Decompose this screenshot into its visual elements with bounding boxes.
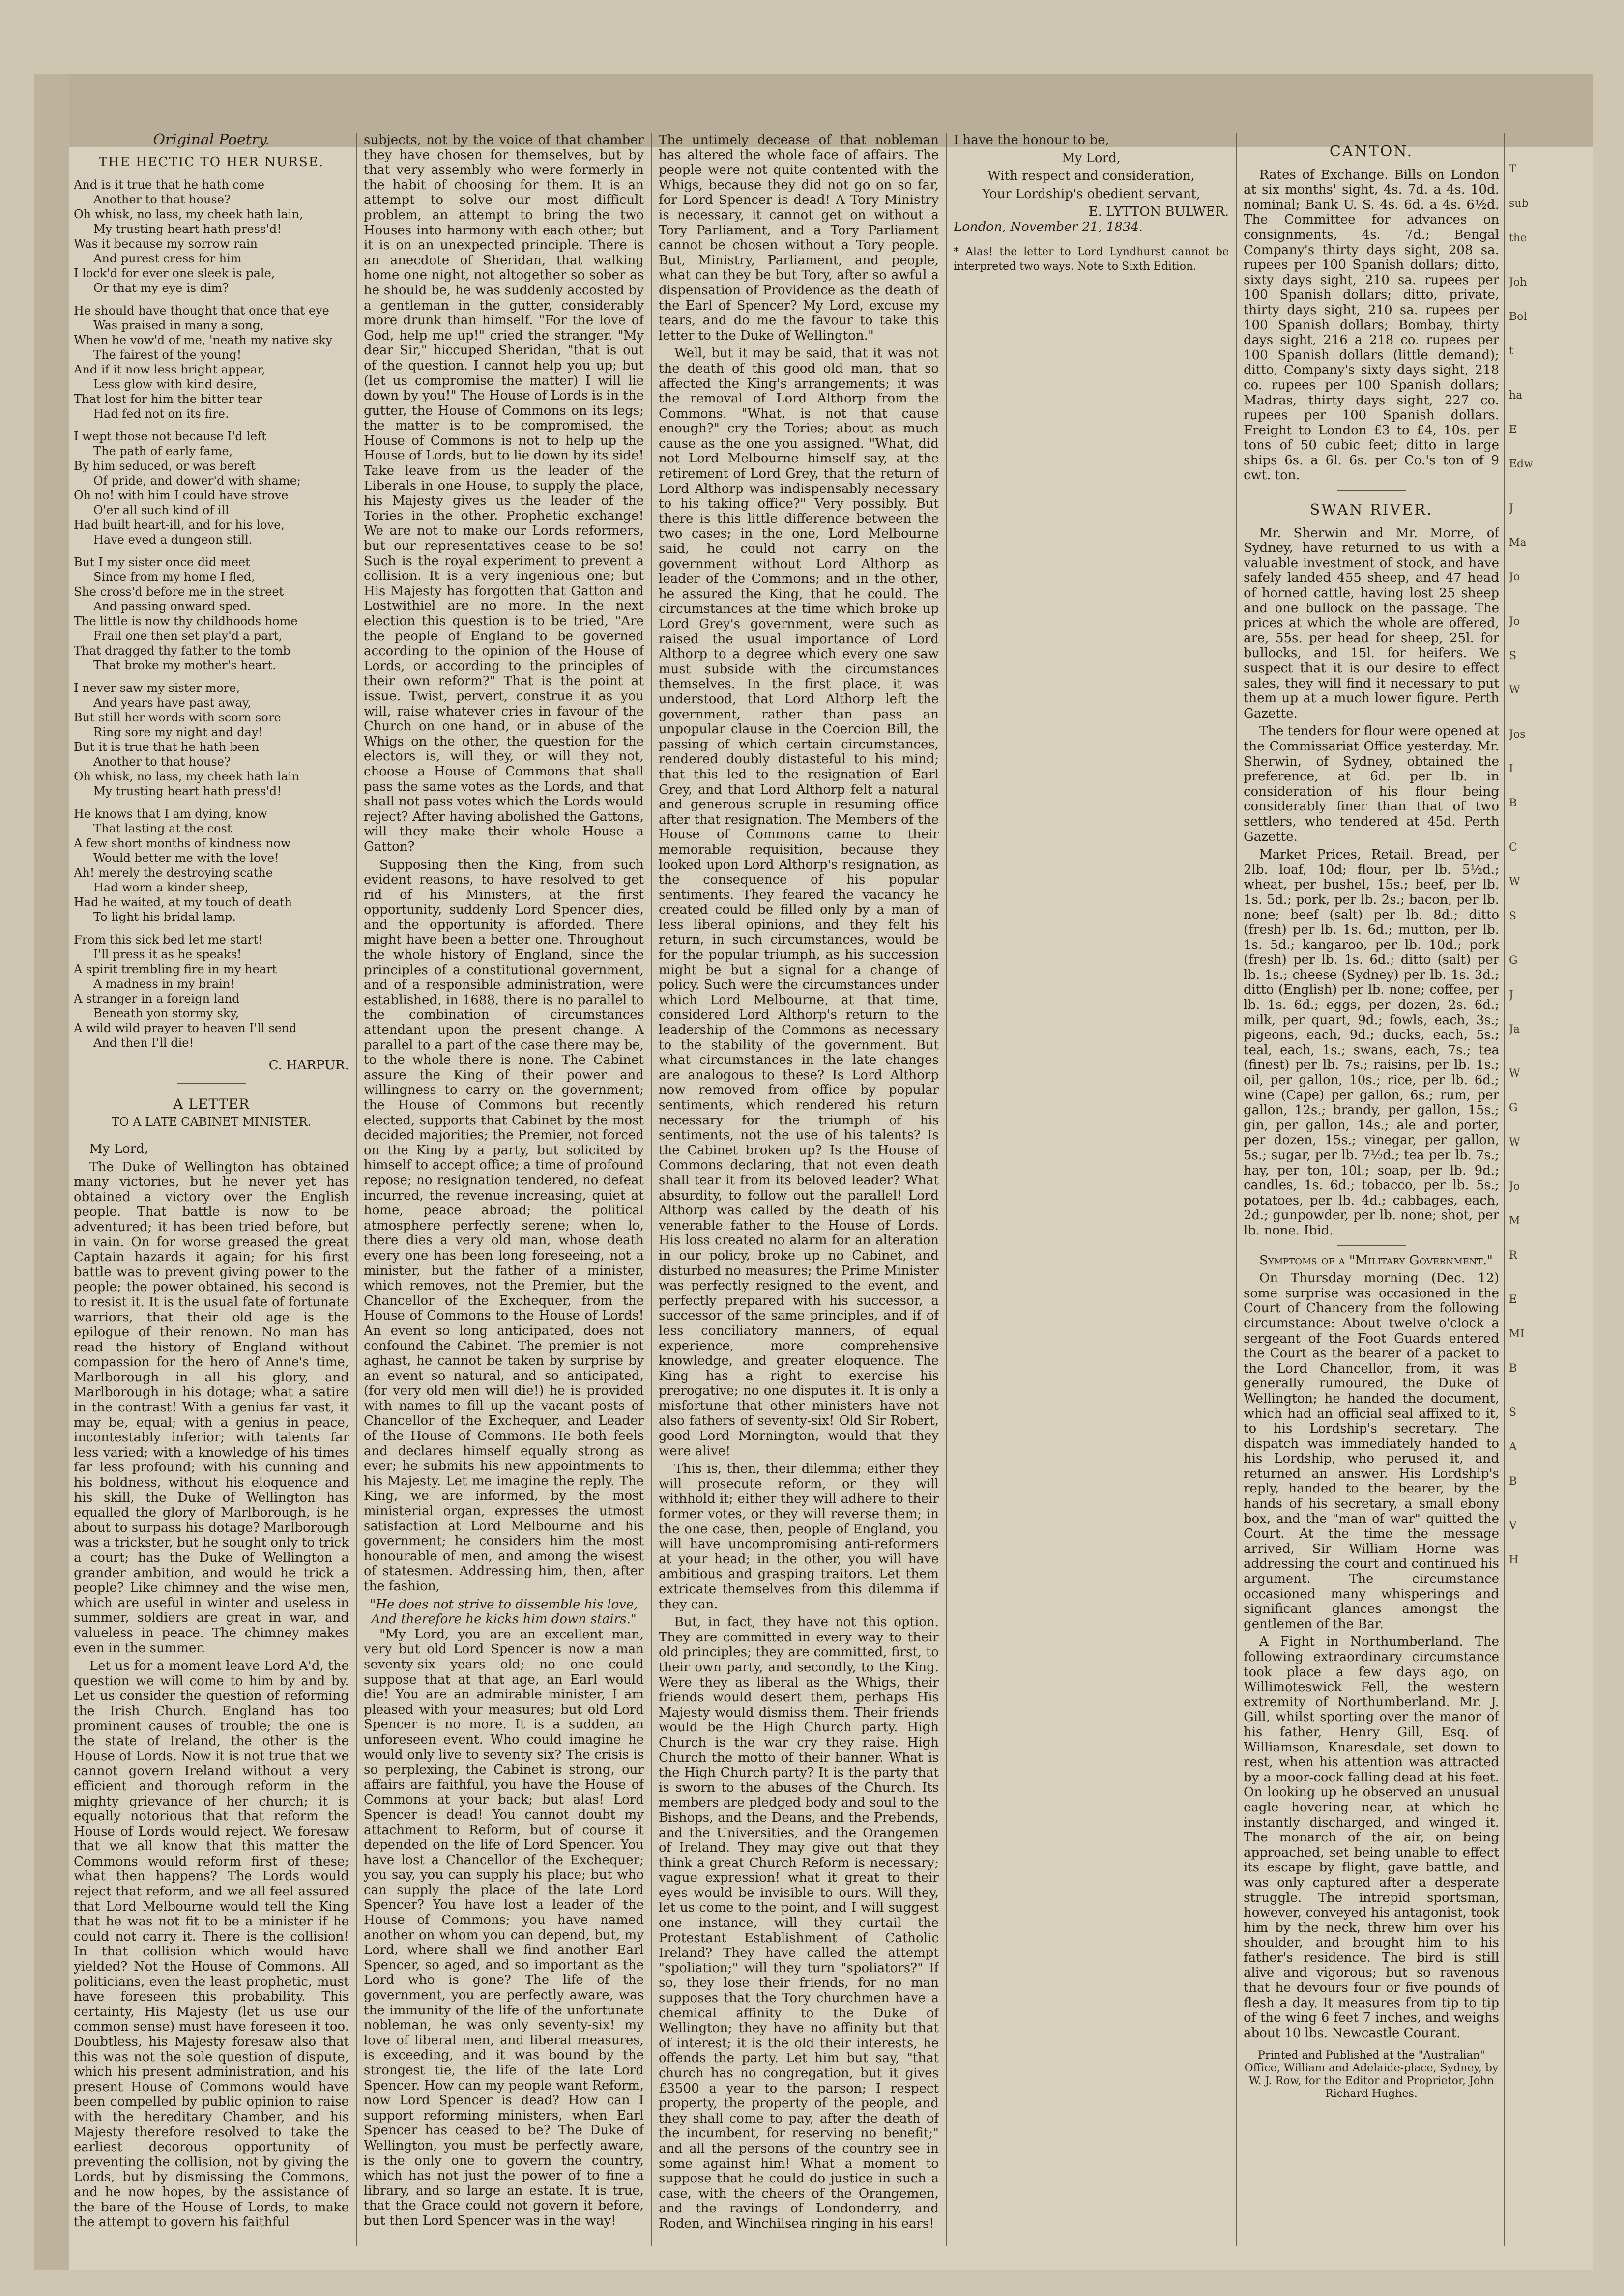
poem-stanza	[74, 681, 349, 799]
poem-line: The path of early fame,	[93, 444, 233, 459]
edge-fragment: G	[1509, 954, 1518, 967]
poetry-section-title: Original Poetry.	[153, 133, 270, 148]
paragraph: On Thursday morning (Dec. 12) some surprise was occasioned in the Court of Chancery from the following circumstance: About twelve o'clock a sergeant of the Foot Guards entered the Court as the bearer of a packet to the Lord Chancellor, from, it was generally rumoured, the Duke of Wellington; he handed the document, which had an official seal affixed to it, to his Lordship's secretary. The dispatch was immediately handed to his Lordship, who perused it, and returned an answer. His Lordship's reply, handed to the bearer, by the hands of his secretary, a small ebony box, and the "man of war" quitted the Court. At the time the message arrived, Sir William Horne was addressing the court and continued his argument. The circumstance occasioned many whisperings and significant glances amongst the gentlemen of the Bar.	[1244, 1271, 1499, 1632]
poem-stanza	[74, 303, 349, 421]
column-rule	[356, 133, 357, 2246]
edge-fragment: MI	[1509, 1328, 1525, 1340]
edge-fragment: A	[1509, 1441, 1517, 1453]
poem-line: And if it now less bright appear,	[74, 363, 265, 377]
poem-line: To light his bridal lamp.	[93, 910, 236, 924]
poem-line: And years have past away,	[93, 696, 251, 710]
poem-line: The fairest of the young!	[93, 348, 242, 362]
poem-line: Had fed not on its fire.	[93, 407, 229, 421]
poem-line: Would better me with the love!	[93, 851, 279, 865]
edge-fragment: t	[1509, 345, 1513, 357]
swan-river-body	[1244, 526, 1499, 1238]
poem-line: Oh whisk, no lass, my cheek hath lain,	[74, 207, 303, 222]
paragraph: The untimely decease of that nobleman has altered the whole face of affairs. The people were not quite contented with the Whigs, because they did not go on so far, for Lord Spencer is dead! A Tory Ministry is necessary, it cannot get on without a Tory Parliament, and a Tory Parliament cannot be chosen without a Tory people. But, Ministry, Parliament, and people, what can they be but Tory, after so awful a dispensation of Providence as the death of the Earl of Spencer? My Lord, excuse my tears, and do me the favour to take this letter to the Duke of Wellington."	[659, 133, 939, 343]
edge-fragment: R	[1509, 1249, 1517, 1262]
poem-line: That broke my mother's heart.	[93, 659, 276, 673]
edge-fragment: Ja	[1509, 1023, 1520, 1035]
poem-line: Or that my eye is dim?	[93, 281, 229, 295]
poem-line: Was it because my sorrow rain	[74, 237, 258, 251]
letter-footnote: * Alas! the letter to Lord Lyndhurst cannot be interpreted two ways. Note to Sixth Edition.	[954, 245, 1229, 273]
symptoms-body	[1244, 1271, 1499, 2040]
poem-line: Less glow with kind desire,	[93, 377, 257, 392]
paragraph: Mr. Sherwin and Mr. Morre, of Sydney, have returned to us with a valuable investment of stock, and have safely landed 455 sheep, and 47 head of horned cattle, having lost 25 sheep and one bullock on the passage. The prices at which the whole are offered, are, 55s. per head for sheep, 25l. for bullocks, and 15l. for heifers. We suspect that it is our desire to effect sales, they will find it necessary to put them up at a much lower figure. Perth Gazette.	[1244, 525, 1499, 721]
edge-fragment: Bol	[1509, 311, 1527, 323]
poem-line: Oh no! with him I could have strove	[74, 488, 289, 503]
edge-fragment: S	[1509, 650, 1517, 662]
edge-fragment: B	[1509, 1475, 1517, 1488]
paragraph: Well, but it may be said, that it was not the death of this good old man, that so affected the King's arrangements; it was the removal of Lord Althorp from the Commons. "What, is not that cause enough?" cry the Tories; about as much cause as the one you assigned. "What, did not Lord Melbourne himself say, at the retirement of Lord Grey, that the return of Lord Althorp was indispensably necessary to his taking office?" Very possibly. But there is this little difference between the two cases; in the one, Lord Melbourne said, he could not carry on the government without Lord Althorp as leader of the Commons; and in the other, he assured the King, that he could. The circumstances at the time which broke up Lord Grey's government, were such as raised the usual importance of Lord Althorp to a degree which every one saw must subside with the circumstances themselves. In the first place, it was understood, that Lord Althorp left the government, rather than pass an unpopular clause in the Coercion Bill, the passing of which certain circumstances, rendered doubly distasteful to his mind; that this led to the resignation of Earl Grey, and that Lord Althorp felt a natural and generous scruple in resuming office after that resignation. The Members of the House of Commons came to their memorable requisition, because they looked upon Lord Althorp's resignation, as the consequence of his popular sentiments. They feared the vacancy he created could be filled only by a man of less liberal opinions, and they felt his return, in such circumstances, would be for the popular triumph, as his succession might be but a signal for a change of policy. Such were the circumstances under which Lord Melbourne, at that time, considered Lord Althorp's return to the leadership of the Commons as necessary to the stability of the government. But what circumstances in the late changes are analogous to these? Is Lord Althorp now removed from office by popular sentiments, which rendered his return necessary for the triumph of his sentiments, not the use of his talents? Is the Cabinet broken up? Is the House of Commons declaring, that not even death shall tear it from its beloved leader? What absurdity, to follow out the parallel! Lord Althorp was called by the death of his venerable father to the House of Lords. His loss created no alarm for an alteration in our policy, broke up no Cabinet, and disturbed no measures; the Prime Minister was perfectly resigned to the event, and perfectly prepared with his successor, a successor of the same principles, and if of less conciliatory manners, of equal experience, more comprehensive knowledge, and greater eloquence. The King has a right to exercise his prerogative; no one disputes it. It is only a misfortune that other ministers have not also fathers of seventy-six! Old Sir Robert, good Lord Mornington, would that they were alive!	[659, 346, 939, 1459]
poem-line: That lost for him the bitter tear	[74, 392, 262, 406]
edge-fragment: W	[1509, 1067, 1520, 1080]
poem-line: When he vow'd of me, 'neath my native sky	[74, 333, 333, 347]
poem-stanza	[74, 429, 349, 547]
newspaper-page	[34, 74, 1593, 2270]
poem-line: Had he waited, at my touch of death	[74, 895, 292, 910]
poem-line: And then I'll die!	[93, 1036, 194, 1050]
poem-line: That dragged thy father to the tomb	[74, 644, 290, 658]
letter-body-continued	[659, 133, 939, 2232]
edge-fragment: Jo	[1509, 571, 1520, 583]
letter-subtitle: TO A LATE CABINET MINISTER.	[111, 1115, 312, 1129]
paragraph: A Fight in Northumberland. The following extraordinary circumstance took place a few days ago, on Willimoteswick Fell, the western extremity of Northumberland. Mr. J. Gill, whilst sporting over the manor of his father, Henry Gill, Esq. of Williamson, Knaresdale, set down to rest, when his attention was attracted by a moor-cock falling dead at his feet. On looking up he observed an unusual eagle hovering near, at which he instantly discharged, and winged it. The monarch of the air, on being approached, set being unable to effect its escape by flight, gave battle, and was only captured after a desperate struggle. The intrepid sportsman, however, conveyed his antagonist, took him by the neck, threw him over his shoulder, and brought him to his father's residence. The bird is still alive and vigorous; but so ravenous that he devours four or five pounds of flesh a day. It measures from tip to tip of the wing 6 feet 7 inches, and weighs about 10 lbs. Newcastle Courant.	[1244, 1635, 1499, 2040]
closing-line: Your Lordship's obedient servant,	[982, 186, 1201, 201]
edge-fragment: C	[1509, 841, 1517, 854]
symptoms-heading: Symptoms of a "Military Government."	[1259, 1253, 1493, 1268]
poem-signature: C. HARPUR.	[268, 1058, 349, 1073]
canton-body	[1244, 168, 1499, 483]
poem-line: But I my sister once did meet	[74, 555, 250, 570]
poem-line: By him seduced, or was bereft	[74, 459, 256, 473]
column-4	[954, 133, 1229, 2246]
column-1	[74, 133, 349, 2246]
poem-body	[74, 177, 349, 1050]
poem-line: A wild wild prayer to heaven I'll send	[74, 1021, 297, 1035]
edge-fragment: sub	[1509, 198, 1529, 210]
letter-dateline: London, November 21, 1834.	[954, 219, 1143, 234]
poem-line: A spirit trembling fire in my heart	[74, 962, 277, 976]
edge-fragment: J	[1509, 502, 1513, 515]
poem-line: Since from my home I fled,	[93, 570, 255, 584]
paragraph: And therefore he kicks him down stairs."	[371, 1612, 637, 1627]
edge-fragment: W	[1509, 876, 1520, 888]
edge-fragment: S	[1509, 910, 1517, 922]
edge-fragment: Jo	[1509, 615, 1520, 628]
closing-line: With respect and consideration,	[987, 169, 1195, 184]
scan-shadow-left	[34, 74, 69, 2270]
poem-line: Of pride, and dower'd with shame;	[93, 474, 301, 488]
poem-line: O'er all such kind of ill	[93, 503, 229, 517]
paragraph: This is, then, their dilemma; either they will prosecute reform, or they will withhold it; either they will adhere to their former votes, or they will reverse them; in the one case, then, people of England, you will have uncompromising anti-reformers at your head; in the other, you will have ambitious and grasping traitors. Let them extricate themselves from this dilemma if they can.	[659, 1462, 939, 1612]
adjacent-page-fragment	[1509, 133, 1593, 2246]
edge-fragment: Edw	[1509, 458, 1533, 470]
letter-title: A LETTER	[173, 1095, 250, 1112]
letter-body-continued	[364, 133, 644, 2229]
column-rule	[1236, 133, 1237, 2246]
letter-signature: E. LYTTON BULWER.	[1088, 204, 1229, 220]
poem-line: A stranger in a foreign land	[74, 992, 240, 1006]
poem-line: The little is now thy childhoods home	[74, 614, 298, 629]
poem-line: He should have thought that once that eye	[74, 304, 329, 318]
poem-line: I never saw my sister more,	[74, 681, 240, 695]
poem-line: But still her words with scorn sore	[74, 711, 281, 725]
poem-line: A few short months of kindness now	[74, 836, 291, 851]
edge-fragment: the	[1509, 232, 1527, 244]
poem-line: He knows that I am dying, know	[74, 807, 267, 821]
paragraph: Supposing then the King, from such evident reasons, to have resolved to get rid of his Ministers, at the first opportunity, suddenly Lord Spencer dies, and the opportunity is afforded. There might have been a better one. Throughout the whole history of England, since the principles of a constitutional government, and of a responsible administration, were established, in 1688, there is no parallel to the combination of circumstances attendant upon the present change. A parallel to a part of the case there may be, to the whole there is none. The Cabinet assure the King of their power and willingness to carry on the government; the House of Commons but recently elected, supports that Cabinet by the most decided majorities; the Premier, not forced on the King by a party, but solicited by himself to accept office; a time of profound repose; no resignation tendered, no defeat incurred, the revenue increasing, quiet at home, peace abroad; the political atmosphere perfectly serene; when lo, there dies a very old man, whose death every one has been long foreseeing, not a minister, but the father of a minister, which removes, not the Premier, but the Chancellor of the Exchequer, from the House of Commons to the House of Lords! An event so long anticipated, does not confound the Cabinet. The premier is not aghast, he cannot be taken by surprise by an event so natural, and so anticipated, (for very old men will die!) he is provided with names to fill up the vacant posts of Chancellor of the Exchequer, and Leader of the House of Commons. He both feels and declares himself equally strong as ever; he submits his new appointments to his Majesty. Let me imagine the reply. The King, we are informed, by the most ministerial organ, expresses the utmost satisfaction at Lord Melbourne and his government; he considers him the most honourable of men, and among the wisest of statesmen. Addressing him, then, after the fashion,	[364, 857, 644, 1594]
column-rule	[946, 133, 947, 2246]
edge-fragment: S	[1509, 1406, 1517, 1419]
paragraph: "My Lord, you are an excellent man, very but old Lord Spencer is now a man seventy-six years old; no one could suppose that at that age, an Earl would die! You are an admirable minister, I am pleased with your measures; but old Lord Spencer is no more. It is a sudden, an unforeseen event. Who could imagine he would only live to seventy six? The crisis is so perplexing, the Cabinet is strong, our affairs are faithful, you have the House of Commons at your back; but alas! Lord Spencer is dead! You cannot doubt my attachment to Reform, but of course it depended on the life of Lord Spencer. You have lost a Chancellor of the Exchequer; you say, you can supply his place; but who can supply the place of the late Lord Spencer? You have lost a leader of the House of Commons; you have named another on whom you can depend, but, my Lord, where shall we find another Earl Spencer, so aged, and so important as the Lord who is gone? The life of the government, you are perfectly aware, was the immunity of the life of the unfortunate nobleman, he was only seventy-six! my love of liberal men, and liberal measures, is exceeding, and it was bound by the strongest tie, the life of the late Lord Spencer. How can my people want Reform, now Lord Spencer is dead? How can I support reforming ministers, when Earl Spencer has ceased to be? The Duke of Wellington, you must be perfectly aware, is the only one to govern the country, which has not just the power of to fine a library, and so large an estate. It is true, that the Grace could not govern it before, but then Lord Spencer was in the way!	[364, 1627, 644, 2228]
imprint: Printed and Published at the "Australian" Office, William and Adelaide-place, Sydney, by W. J. Row, for the Editor and Proprietor, John Richard Hughes.	[1244, 2049, 1499, 2100]
edge-fragment: Jos	[1509, 728, 1526, 741]
poem-line: My trusting heart hath press'd!	[93, 784, 282, 799]
poem-line: My trusting heart hath press'd!	[93, 222, 282, 236]
edge-fragment: T	[1509, 163, 1516, 175]
edge-fragment: V	[1509, 1520, 1517, 1532]
paragraph: Market Prices, Retail. Bread, per 2lb. loaf, 10d; flour, per lb. 5½d.; wheat, per bushel, 15s.; beef, per lb. 1s. 5d.; pork, per lb. 2s.; bacon, per lb. none; beef (salt) per lb. 8d.; ditto (fresh) per lb. 1s. 6d.; mutton, per lb. 1s. 5d.; kangaroo, per lb. 10d.; pork (fresh) per lb. 1s. 6d.; ditto (salt) per lb. 1s.; cheese (Sydney) per lb. 1s. 3d.; ditto (English) per lb. none; coffee, per lb. 1s. 6d.; eggs, per dozen, 2s. 6d.; milk, per quart, 9d.; fowls, each, 3s.; pigeons, each, 9d.; ducks, each, 5s.; teal, each, 1s.; swans, each, 7s.; tea (finest) per lb. 7s.; raisins, per lb. 1s.; oil, per gallon, 10s.; rice, per lb. 6d.; wine (Cape) per gallon, 6s.; rum, per gallon, 12s.; brandy, per gallon, 15s.; gin, per gallon, 14s.; ale and porter, per dozen, 15s.; vinegar, per gallon, 5s.; sugar, per lb. 7½d.; tea per lb. 7s.; hay, per ton, 10l.; soap, per lb. 9d.; candles, 1s. 6d.; tobacco, per lb. 5s.; potatoes, per lb. 4d.; cabbages, each, 2d.; gunpowder, per lb. none; shot, per lb. none. Ibid.	[1244, 847, 1499, 1238]
poem-line: Had built heart-ill, and for his love,	[74, 518, 285, 532]
divider	[177, 1083, 246, 1084]
paragraph: Rates of Exchange. Bills on London at six months' sight, 4s. 7d. a 4s. 10d. nominal; Bank U. S. 4s. 6d. a 4s. 6½d. The Committee for advances on consignments, 4s. 7d.; Bengal Company's thirty days sight, 208 sa. rupees per 100 Spanish dollars; ditto, sixty days sight, 210 sa. rupees per 100 Spanish dollars; ditto, private, thirty days sight, 210 sa. rupees per 100 Spanish dollars; Bombay, thirty days sight, 216 a 218 co. rupees per 100 Spanish dollars (little demand); ditto, Company's sixty days sight, 218 co. rupees per 100 Spanish dollars; Madras, thirty days sight, 227 co. rupees per 100 Spanish dollars. Freight to London £3 to £4, 10s. per tons of 50 cubic feet; ditto in large ships 6s. a 6l. 6s. per Co.'s ton of 9 cwt. ton.	[1244, 167, 1499, 483]
poem-line: Frail one then set play'd a part,	[93, 629, 283, 643]
paragraph: The tenders for flour were opened at the Commissariat Office yesterday. Mr. Sherwin, of Sydney, obtained the preference, at 6d. per lb. in consideration of his flour being considerably finer than that of two settlers, who tendered at 45d. Perth Gazette.	[1244, 724, 1499, 844]
edge-fragment: W	[1509, 1136, 1520, 1148]
edge-fragment: B	[1509, 1362, 1517, 1375]
poem-line: Another to that house?	[93, 755, 231, 769]
poem-title: THE HECTIC TO HER NURSE.	[98, 154, 324, 170]
edge-fragment: Joh	[1509, 276, 1527, 288]
poem-line: Oh whisk, no lass, my cheek hath lain	[74, 770, 299, 784]
poem-line: Have eved a dungeon still.	[93, 533, 253, 547]
edge-fragment: B	[1509, 797, 1517, 809]
poem-line: Was praised in many a song,	[93, 318, 264, 333]
poem-line: And is it true that he hath come	[74, 178, 265, 192]
poem-stanza	[74, 555, 349, 673]
poem-stanza	[74, 806, 349, 924]
edge-fragment: W	[1509, 684, 1520, 696]
edge-fragment: J	[1509, 989, 1513, 1001]
poem-line: Beneath yon stormy sky,	[93, 1006, 239, 1021]
poem-stanza	[74, 932, 349, 1050]
closing-line: I have the honour to be,	[954, 133, 1109, 147]
poem-line: Had worn a kinder sheep,	[93, 881, 249, 895]
edge-fragment: E	[1509, 1293, 1517, 1306]
poem-line: Ring sore my night and day!	[93, 725, 263, 740]
edge-fragment: Ma	[1509, 537, 1527, 549]
edge-fragment: E	[1509, 424, 1517, 436]
swan-river-heading: SWAN RIVER.	[1309, 501, 1433, 519]
paragraph: But, in fact, they have not this option. They are committed in every way to their old principles; they are committed, first, to their own party, and secondly, to the King. Were they as liberal as the Whigs, their friends would desert them, perhaps His Majesty would dismiss them. Their friends would be the High Church party. High Church is the war cry they raise. High Church the motto of their banner. What is the High Church party? It is the party that is sworn to the abuses of the Church. Its members are pledged body and soul to the Bishops, and the Deans, and the Prebends, and the Universities, and the Orangemen of Ireland. They may give out that they think a great Church Reform is necessary; vague expression! what it great to their eyes would be invisible to ours. Will they, let us come to the point, and I will suggest one instance, will they curtail the Protestant Establishment of Catholic Ireland? They have called the attempt "spoliation;" will they turn "spoliators?" If so, they lose their friends, for no man supposes that the Tory churchmen have a chemical affinity to the Duke of Wellington; they have no affinity but that of interest; it is the old their interests, he offends the party. Let him but say, "that church has no congregation, but it gives £3500 a year to the parson; I respect property, the property of the people, and they shall come to pay, after the death of the incumbent, for reserving no benefit;" and all the persons of the country see in some against him! What a moment to suppose that he could do justice in such a case, with the cheers of the Orangemen, and the ravings of Londonderry, and Roden, and Winchilsea ringing in his ears!	[659, 1615, 939, 2231]
poem-line: And purest cress for him	[93, 252, 242, 266]
divider	[1337, 490, 1406, 491]
edge-fragment: I	[1509, 763, 1513, 775]
column-rule	[651, 133, 652, 2246]
column-3	[659, 133, 939, 2246]
poem-stanza	[74, 177, 349, 295]
column-rule	[1504, 133, 1505, 2246]
paragraph: subjects, not by the voice of that chamber they have chosen for themselves, but by that very assembly who were formerly in the habit of choosing for them. It is an attempt to solve our most difficult problem, an attempt to bring the two Houses into harmony with each other; but it is on an unexpected principle. There is an anecdote of Sheridan, that walking home one night, not altogether so sober as he should be, he was suddenly accosted by a gentleman in the gutter, considerably more drunk than himself. "For the love of God, help me up!" cried the stranger. "My dear Sir," hiccuped Sheridan, "that is out of the question. I cannot help you up; but (let us compromise the matter) I will lie down by you!" The House of Lords is in the gutter, the House of Commons on its legs; the matter is to be compromised, the House of Commons is not to help up the House of Lords, but to lie down by its side! Take leave from us the leader of the Liberals in one House, to supply the place, his Majesty gives us the leader of the Tories in the other. Prophetic exchange! We are not to make our Lords reformers, but our representatives cease to be so! Such is the royal experiment to prevent a collision. It is a very ingenious one; but His Majesty has forgotten that Gatton and Lostwithiel are no more. In the next election this question is to be tried, "Are the people of England to be governed according to the opinion of the House of Lords, or according to the principles of their own reform?" That is the point at issue. Twist, pervert, construe it as you will, raise whatever cries in favour of the Church on one hand, or in abuse of the Whigs on the other, the question for the electors is, will they, or will they not, choose a House of Commons that shall pass the same votes as the Lords, and that shall not pass votes which the Lords would reject? After having abolished the Gattons, will they make their whole House a Gatton?	[364, 133, 644, 854]
closing-line: My Lord,	[1062, 150, 1121, 166]
poem-line: I lock'd for ever one sleek is pale,	[74, 266, 275, 281]
paragraph: My Lord,	[89, 1141, 148, 1156]
poem-line: But it is true that he hath been	[74, 740, 260, 754]
poem-line: Ah! merely the destroying scathe	[74, 866, 273, 880]
canton-heading: CANTON.	[1329, 143, 1414, 160]
poem-line: Another to that house?	[93, 193, 231, 207]
poem-line: And passing onward sped.	[93, 600, 251, 614]
edge-fragment: ha	[1509, 389, 1523, 402]
poem-line: I wept those not because I'd left	[74, 430, 266, 444]
divider	[1337, 1245, 1406, 1246]
edge-fragment: G	[1509, 1102, 1518, 1114]
poem-line: She cross'd before me in the street	[74, 585, 284, 599]
edge-fragment: Jo	[1509, 1180, 1520, 1193]
column-2	[364, 133, 644, 2246]
poem-line: That lasting at the cost	[93, 822, 232, 836]
poem-line: From this sick bed let me start!	[74, 933, 263, 947]
paragraph: "He does not strive to dissemble his love,	[370, 1597, 638, 1612]
paragraph: The Duke of Wellington has obtained many victories, but he never yet has obtained a victory over the English people. That battle is now to be adventured; it has been tried before, but in vain. On for worse greased the great Captain hazards it again; for his first battle was to prevent giving power to the people; the power obtained, his second is to resist it. It is the usual fate of fortunate warriors, that their old age is the epilogue of their renown. No man has read the history of England without compassion for the hero of Anne's time, Marlborough in all his glory, and Marlborough in his dotage; what a satire in the contrast! With a genius far vast, it may be, equal; with a genius in peace, incontestably inferior; with talents far less varied; with a knowledge of his times far less profound; with his cunning and his boldness, without his eloquence and his skill, the Duke of Wellington has equalled the glory of Marlborough, is he about to surpass his dotage? Marlborough was a trickster, but he sought only to trick a court; has the Duke of Wellington a grander ambition, and would he trick a people? Like chimney and the wise men, which are useful in winter and useless in summer, soldiers are great in war, and valueless in peace. The chimney makes even in the summer.	[74, 1159, 349, 1656]
poem-line: A madness in my brain!	[93, 977, 235, 991]
edge-fragment: M	[1509, 1215, 1520, 1227]
poem-line: I'll press it as he speaks!	[93, 947, 242, 962]
paragraph: Let us for a moment leave Lord A'd, the question we will come to him by and by. Let us consider the question of reforming the Irish Church. England has too prominent causes of trouble; the one is the state of Ireland, the other is the House of Lords. Now it is not true that we cannot govern Ireland without a very efficient and thorough reform in the mighty grievance of her church; it is equally notorious that that reform the House of Lords would reject. We foresaw that we all know that this matter the Commons would reform first of these; what then happens? The Lords would reject that reform, and we all feel assured that Lord Melbourne would tell the King that he was not fit to be a minister if he could not carry it. There is the collision! In that collision which would have yielded? Not the House of Commons. All politicians, even the least prophetic, must have foreseen this probability. This certainty, His Majesty (let us use our common sense) must have foreseen it too. Doubtless, his Majesty foresaw also that this was not the sole question of dispute, which his present administration, and his present House of Commons would have been compelled by public opinion to raise with the hereditary Chamber, and his Majesty therefore resolved to take the earliest decorous opportunity of preventing the collision, not by giving the Lords, but by dismissing the Commons, and he now hopes, by the assistance of the bare of the House of Lords, to make the attempt to govern his faithful	[74, 1659, 349, 2230]
column-5	[1244, 133, 1499, 2246]
edge-fragment: H	[1509, 1554, 1519, 1566]
letter-body	[74, 1142, 349, 2230]
